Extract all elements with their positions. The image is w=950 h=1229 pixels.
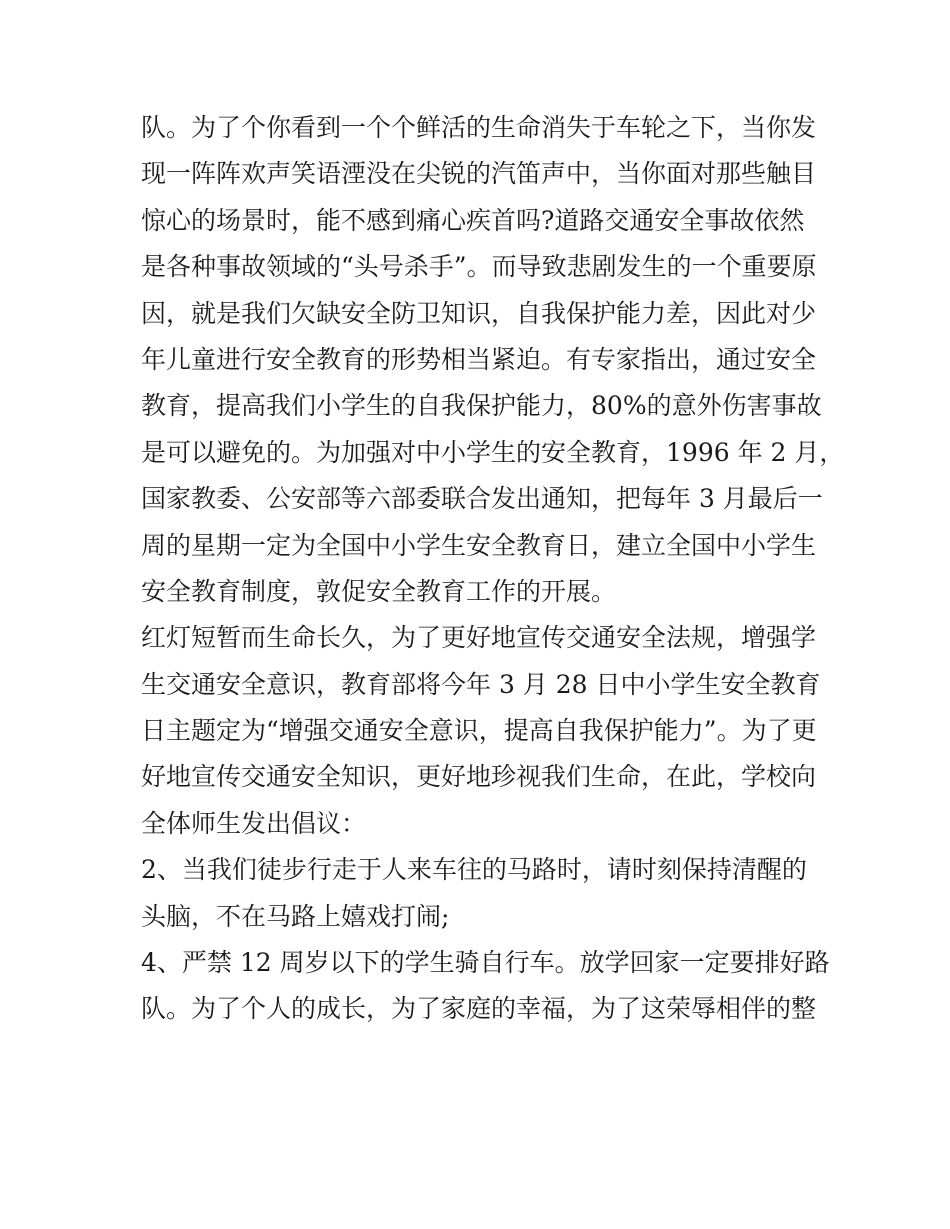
text-line: 队。为了个你看到一个个鲜活的生命消失于车轮之下，当你发 — [141, 113, 817, 142]
text-line: 是各种事故领域的“头号杀手”。而导致悲剧发生的一个重要原 — [141, 252, 817, 282]
text-line: 生交通安全意识，教育部将今年 3 月 28 日中小学生安全教育 — [141, 669, 821, 699]
text-line: 国家教委、公安部等六部委联合发出通知，把每年 3 月最后一 — [141, 484, 823, 514]
text-line: 红灯短暂而生命长久，为了更好地宣传交通安全法规，增强学 — [141, 623, 817, 653]
text-line: 因，就是我们欠缺安全防卫知识，自我保护能力差，因此对少 — [141, 298, 817, 328]
text-line: 年儿童进行安全教育的形势相当紧迫。有专家指出，通过安全 — [141, 344, 817, 374]
text-line: 队。为了个人的成长，为了家庭的幸福，为了这荣辱相伴的整 — [141, 994, 817, 1024]
text-line: 惊心的场景时，能不感到痛心疾首吗?道路交通安全事故依然 — [141, 205, 805, 235]
text-line: 教育，提高我们小学生的自我保护能力，80%的意外伤害事故 — [141, 391, 822, 421]
document-body — [141, 105, 845, 1033]
text-line: 安全教育制度，敦促安全教育工作的开展。 — [141, 576, 617, 606]
text-line: 是可以避免的。为加强对中小学生的安全教育，1996 年 2 月， — [141, 437, 845, 467]
text-line: 现一阵阵欢声笑语湮没在尖锐的汽笛声中，当你面对那些触目 — [141, 159, 817, 189]
text-line: 好地宣传交通安全知识，更好地珍视我们生命，在此，学校向 — [141, 762, 817, 792]
text-line: 周的星期一定为全国中小学生安全教育日，建立全国中小学生 — [141, 530, 817, 560]
text-line: 日主题定为“增强交通安全意识，提高自我保护能力”。为了更 — [141, 716, 817, 746]
text-line: 4、严禁 12 周岁以下的学生骑自行车。放学回家一定要排好路 — [141, 948, 830, 978]
text-line: 全体师生发出倡议： — [141, 808, 367, 838]
text-line: 2、当我们徒步行走于人来车往的马路时，请时刻保持清醒的 — [141, 855, 807, 885]
text-line: 头脑，不在马路上嬉戏打闹; — [141, 901, 450, 931]
